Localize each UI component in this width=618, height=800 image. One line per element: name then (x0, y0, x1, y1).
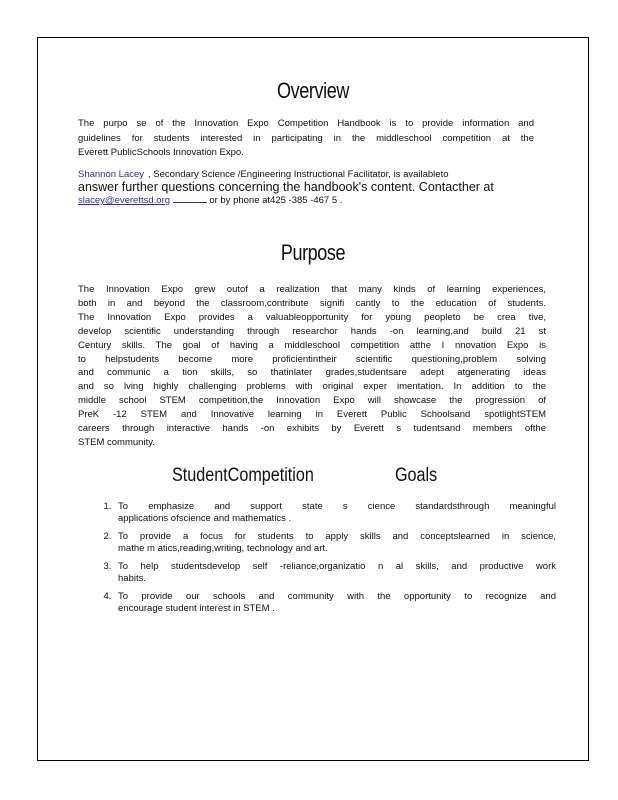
contact-block (78, 168, 530, 207)
list-item (114, 561, 556, 585)
overview-line: The purpo se of the Innovation Expo Competition Handbook is to provide information and (78, 118, 534, 129)
contact-role: , Secondary Science /Engineering Instructional Facilitator, is availableto (148, 169, 449, 180)
phone-text: or by phone at425 -385 -467 5 . (209, 195, 343, 206)
list-item (114, 591, 556, 615)
goal-line: 4. To provide our schools and community with the opportunity to recognize and (118, 591, 556, 602)
goal-line: mathe m atics,reading,writing, technology and art. (118, 543, 328, 554)
goals-list (96, 501, 556, 621)
goal-line: 2. To provide a focus for students to apply skills and conceptslearned in science, (118, 531, 556, 542)
goal-line: habits. (118, 573, 146, 584)
purpose-line: PreK -12 STEM and Innovative learning in Everett Public Schoolsand spotlightSTEM (78, 409, 546, 421)
purpose-line: STEM community. (78, 436, 155, 448)
purpose-line: Century skills. The goal of having a middleschool competition atthe I nnovation Expo is (78, 339, 546, 351)
goal-line: applications ofscience and mathematics . (118, 513, 292, 524)
document-page (37, 37, 589, 761)
overview-line: Everett PublicSchools Innovation Expo. (78, 147, 244, 158)
purpose-line: both in and beyond the classroom,contribute signifi cantly to the education of students. (78, 297, 546, 309)
goals-heading-left: StudentCompetition (172, 465, 314, 486)
purpose-line: and communic a tion skills, so thatinlater grades,studentsare adept atgenerating ideas (78, 367, 546, 379)
goal-line: 3. To help studentsdevelop self -reliance,organizatio n al skills, and productive work (118, 561, 556, 572)
purpose-line: The Innovation Expo grew outof a realization that many kinds of learning experiences, (78, 284, 546, 295)
email-link[interactable]: slacey@everettsd.org (78, 195, 171, 206)
purpose-line: careers through interactive hands -on exhibits by Everett s tudentsand members ofthe (78, 423, 546, 435)
email-underline-gap (173, 202, 207, 203)
list-item (114, 531, 556, 555)
purpose-line: develop scientific understanding through researchor hands -on learning,and build 21 st (78, 325, 546, 337)
overview-heading: Overview (277, 78, 349, 103)
contact-questions-line: answer further questions concerning the handbook's content. Contacther at (78, 180, 494, 194)
purpose-line: and so lving highly challenging problems with original exper imentation. In addition to the (78, 381, 546, 393)
purpose-line: middle school STEM competition,the Innovation Expo will showcase the progression of (78, 395, 546, 407)
goals-heading-right: Goals (395, 465, 438, 486)
list-item (114, 501, 556, 525)
contact-line-3 (78, 194, 530, 207)
goal-line: 1. To emphasize and support state s cience standardsthrough meaningful (118, 501, 556, 512)
purpose-line: to helpstudents become more proficientintheir scientific questioning,problem solving (78, 353, 546, 365)
purpose-paragraph (78, 283, 546, 450)
contact-name: Shannon Lacey (78, 169, 145, 180)
purpose-heading: Purpose (280, 240, 346, 265)
overview-line: guidelines for students interested in participating in the middleschool competition at the (78, 132, 534, 144)
overview-paragraph (78, 117, 534, 161)
purpose-line: The Innovation Expo provides a valuableopportunity for young peopleto be crea tive, (78, 311, 546, 323)
goal-line: encourage student interest in STEM . (118, 603, 275, 614)
